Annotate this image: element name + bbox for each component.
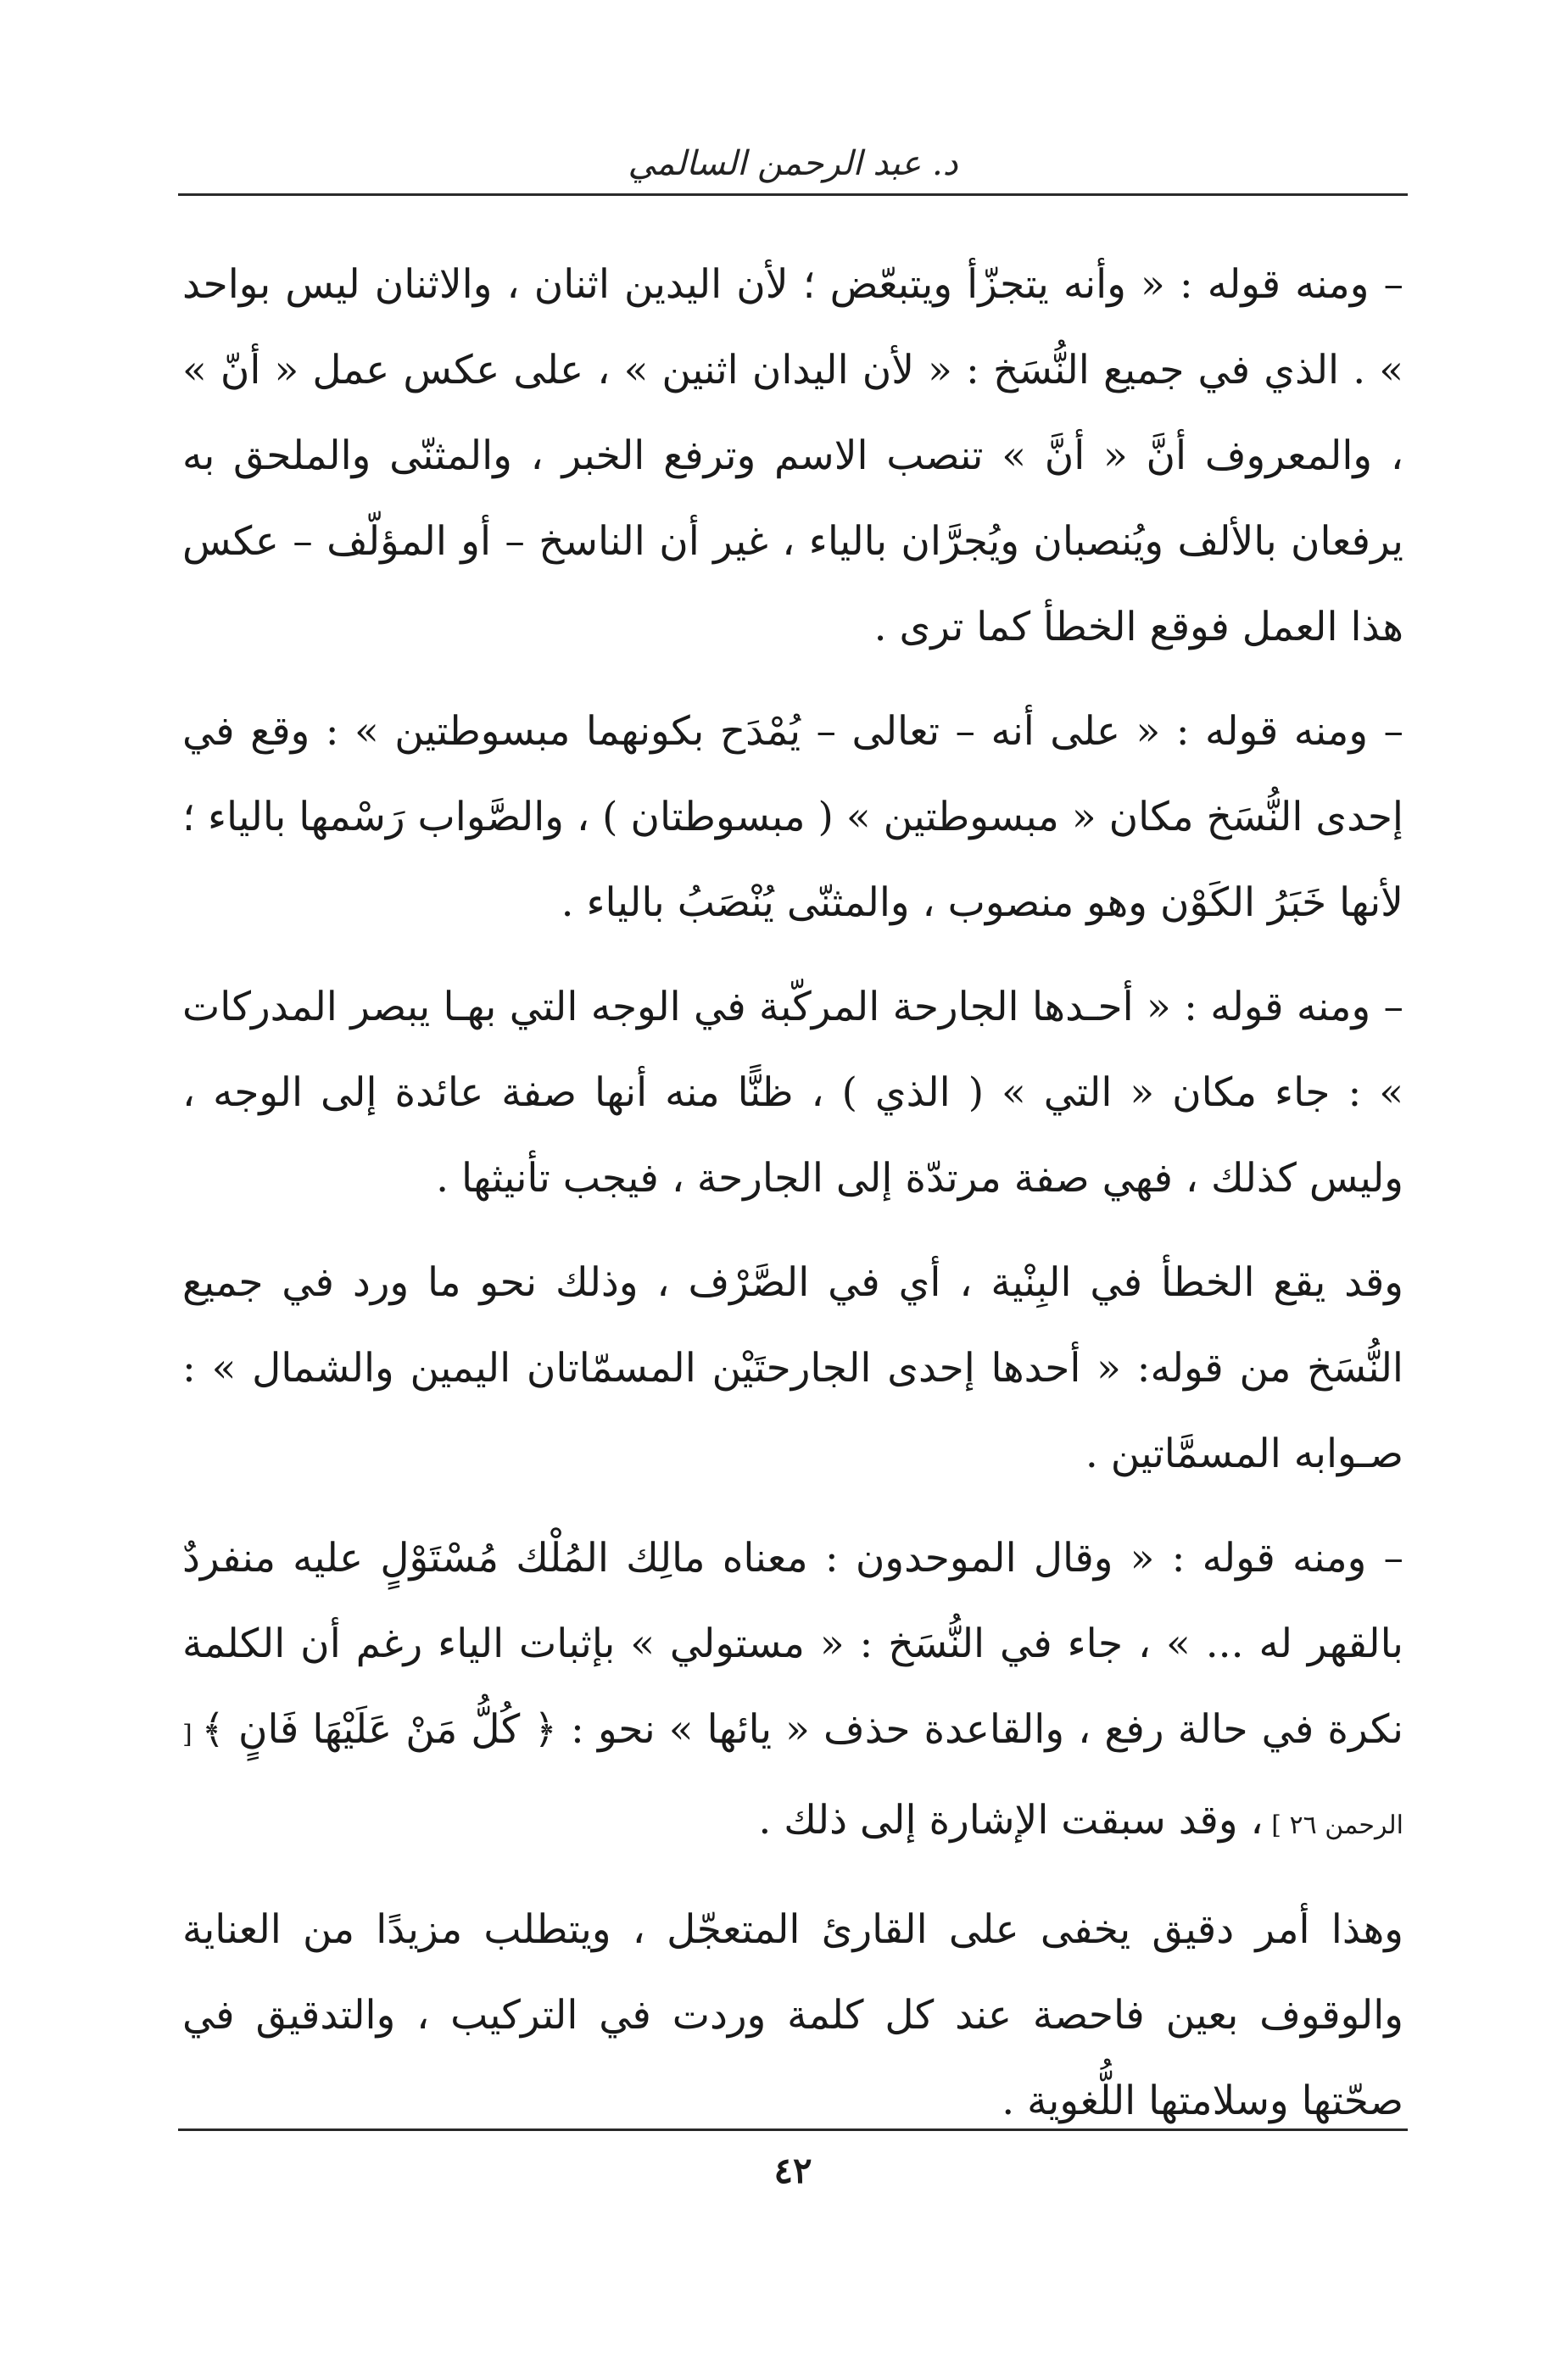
footer-rule	[178, 2128, 1408, 2131]
verse-reference: [ الرحمن ٢٦ ]	[182, 1720, 1403, 1840]
paragraph-5	[182, 1515, 1403, 1868]
running-header: د. عبد الرحمن السالمي	[628, 144, 958, 183]
paragraph-5-tail: ، وقد سبقت الإشارة إلى ذلك .	[758, 1797, 1264, 1844]
paragraph-5-main: – ومنه قوله : « وقال الموحدون : معناه مالِك المُلْك مُسْتَوْلٍ عليه منفردٌ بالقهر له ... » ، جاء في النُّسَخ : « مستولي » بإثبات الياء رغم أن الكلمة نكرة في حالة رفع ، والقاعدة حذف « يائها » نحو : ﴿ كُلُّ مَنْ عَلَيْهَا فَانٍ ﴾	[182, 1535, 1404, 1753]
paragraph-2: – ومنه قوله : « على أنه – تعالى – يُمْدَح بكونهما مبسوطتين » : وقع في إحدى النُّسَخ مكان « مبسوطتين » ( مبسوطتان ) ، والصَّواب رَسْمها بالياء ؛ لأنها خَبَرُ الكَوْن وهو منصوب ، والمثنّى يُنْصَبُ بالياء .	[182, 708, 1403, 926]
header-rule	[178, 193, 1408, 196]
body-text	[182, 242, 1403, 2162]
paragraph-1: – ومنه قوله : « وأنه يتجزّأ ويتبعّض ؛ لأن اليدين اثنان ، والاثنان ليس بواحد » . الذي في جميع النُّسَخ : « لأن اليدان اثنين » ، على عكس عمل « أنّ » ، والمعروف أنَّ « أنَّ » تنصب الاسم وترفع الخبر ، والمثنّى والملحق به يرفعان بالألف ويُنصبان ويُجرَّان بالياء ، غير أن الناسخ – أو المؤلّف – عكس هذا العمل فوقع الخطأ كما ترى .	[182, 261, 1403, 650]
page-number: ٤٢	[773, 2150, 812, 2191]
paragraph-4: وقد يقع الخطأ في البِنْية ، أي في الصَّرْف ، وذلك نحو ما ورد في جميع النُّسَخ من قوله: « أحدها إحدى الجارحتَيْن المسمّاتان اليمين والشمال » : صـوابه المسمَّاتين .	[182, 1259, 1403, 1477]
paragraph-3: – ومنه قوله : « أحـدها الجارحة المركّبة في الوجه التي بهـا يبصر المدركات » : جاء مكان « التي » ( الذي ) ، ظنًّا منه أنها صفة عائدة إلى الوجه ، وليس كذلك ، فهي صفة مرتدّة إلى الجارحة ، فيجب تأنيثها .	[182, 984, 1403, 1202]
paragraph-6: وهذا أمر دقيق يخفى على القارئ المتعجّل ، ويتطلب مزيدًا من العناية والوقوف بعين فاحصة عند كل كلمة وردت في التركيب ، والتدقيق في صحّتها وسلامتها اللُّغوية .	[182, 1906, 1403, 2124]
